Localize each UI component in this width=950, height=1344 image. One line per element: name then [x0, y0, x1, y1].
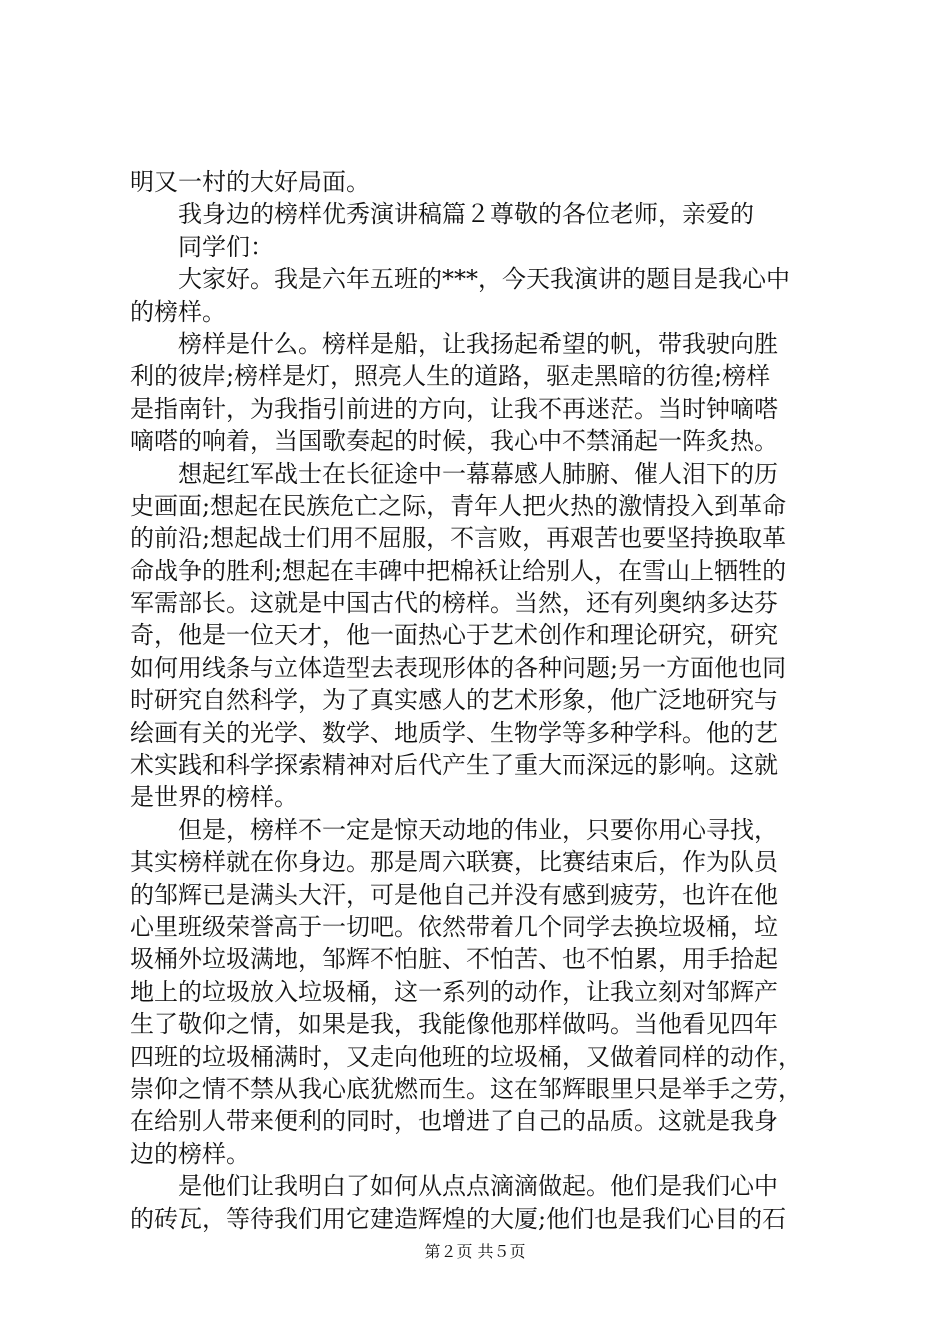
text-line: 边的榜样。 [130, 1139, 250, 1168]
text-line: 的砖瓦，等待我们用它建造辉煌的大厦;他们也是我们心目的石 [130, 1204, 787, 1233]
text-line: 史画面;想起在民族危亡之际，青年人把火热的激情投入到革命 [130, 491, 787, 520]
text-line: 在给别人带来便利的同时，也增进了自己的品质。这就是我身 [130, 1107, 778, 1136]
text-line: 生了敬仰之情，如果是我，我能像他那样做吗。当他看见四年 [130, 1010, 778, 1039]
text-line: 的邹辉已是满头大汗，可是他自己并没有感到疲劳，也许在他 [130, 880, 778, 909]
text-line: 是他们让我明白了如何从点点滴滴做起。他们是我们心中 [130, 1172, 778, 1201]
text-line: 嘀嗒的响着，当国歌奏起的时候，我心中不禁涌起一阵炙热。 [130, 427, 778, 456]
text-line: 是指南针，为我指引前进的方向，让我不再迷茫。当时钟嘀嗒 [130, 394, 778, 423]
text-line: 但是，榜样不一定是惊天动地的伟业，只要你用心寻找， [130, 815, 778, 844]
text-line: 其实榜样就在你身边。那是周六联赛，比赛结束后，作为队员 [130, 848, 778, 877]
page-number-footer: 第２页 共５页 [424, 1242, 526, 1261]
text-line: 崇仰之情不禁从我心底犹燃而生。这在邹辉眼里只是举手之劳， [130, 1074, 802, 1103]
text-line: 的榜样。 [130, 297, 226, 326]
text-line: 奇，他是一位天才，他一面热心于艺术创作和理论研究，研究 [130, 621, 778, 650]
text-line: 地上的垃圾放入垃圾桶，这一系列的动作，让我立刻对邹辉产 [130, 977, 778, 1006]
text-line: 四班的垃圾桶满时，又走向他班的垃圾桶，又做着同样的动作， [130, 1042, 802, 1071]
text-line: 绘画有关的光学、数学、地质学、生物学等多种学科。他的艺 [130, 718, 778, 747]
text-line: 命战争的胜利;想起在丰碑中把棉袄让给别人，在雪山上牺牲的 [130, 556, 787, 585]
text-line: 术实践和科学探索精神对后代产生了重大而深远的影响。这就 [130, 751, 778, 780]
text-line: 想起红军战士在长征途中一幕幕感人肺腑、催人泪下的历 [130, 459, 778, 488]
text-line: 明又一村的大好局面。 [130, 168, 370, 196]
text-line: 时研究自然科学，为了真实感人的艺术形象，他广泛地研究与 [130, 686, 778, 715]
text-line: 心里班级荣誉高于一切吧。依然带着几个同学去换垃圾桶，垃 [130, 912, 778, 941]
text-line: 我身边的榜样优秀演讲稿篇２尊敬的各位老师，亲爱的 [130, 200, 754, 229]
text-line: 是世界的榜样。 [130, 783, 298, 812]
text-line: 大家好。我是六年五班的***，今天我演讲的题目是我心中 [130, 265, 790, 294]
text-line: 同学们： [130, 232, 274, 261]
text-line: 圾桶外垃圾满地，邹辉不怕脏、不怕苦、也不怕累，用手拾起 [130, 945, 778, 974]
text-line: 榜样是什么。榜样是船，让我扬起希望的帆，带我驶向胜 [130, 329, 778, 358]
text-line: 利的彼岸;榜样是灯，照亮人生的道路，驱走黑暗的彷徨;榜样 [130, 362, 771, 391]
text-line: 的前沿;想起战士们用不屈服，不言败，再艰苦也要坚持换取革 [130, 524, 787, 553]
text-line: 军需部长。这就是中国古代的榜样。当然，还有列奥纳多达芬 [130, 589, 778, 618]
document-body [130, 166, 830, 1235]
text-line: 如何用线条与立体造型去表现形体的各种问题;另一方面他也同 [130, 653, 787, 682]
